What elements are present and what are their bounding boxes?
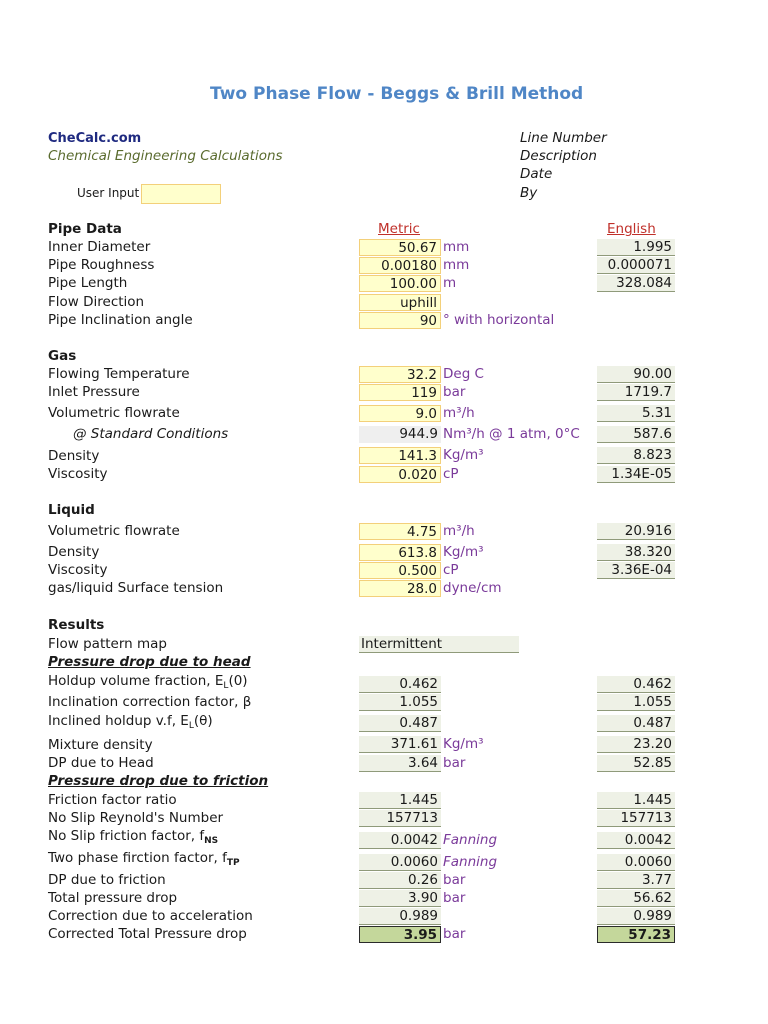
corrected-dp-unit: bar <box>443 926 466 942</box>
liq-density-unit: Kg/m³ <box>443 544 484 560</box>
pipe-roughness-input[interactable]: 0.00180 <box>359 257 441 274</box>
mix-density-english: 23.20 <box>597 736 675 753</box>
gas-pressure-english: 1719.7 <box>597 384 675 401</box>
section-dp-friction: Pressure drop due to friction <box>48 773 269 789</box>
gas-std-label: @ Standard Conditions <box>73 426 229 442</box>
inclination-unit: ° with horizontal <box>443 312 555 328</box>
tp-friction-label: Two phase firction factor, $f_{TP}$ <box>48 850 240 868</box>
liq-viscosity-label: Viscosity <box>48 562 108 578</box>
gas-viscosity-label: Viscosity <box>48 466 108 482</box>
mix-density-metric: 371.61 <box>359 736 441 753</box>
gas-flow-label: Volumetric flowrate <box>48 405 180 421</box>
reynolds-label: No Slip Reynold's Number <box>48 810 224 826</box>
incl-holdup-metric: 0.487 <box>359 715 441 732</box>
mix-density-unit: Kg/m³ <box>443 736 484 752</box>
dp-head-unit: bar <box>443 755 466 771</box>
total-dp-english: 56.62 <box>597 890 675 907</box>
meta-by: By <box>520 185 538 201</box>
brand-logo[interactable]: CheCalc.com <box>48 131 142 146</box>
gas-std-unit: Nm³/h @ 1 atm, 0°C <box>443 426 580 442</box>
meta-description: Description <box>520 148 597 164</box>
meta-date: Date <box>520 166 553 182</box>
gas-density-unit: Kg/m³ <box>443 447 484 463</box>
inner-diameter-english: 1.995 <box>597 239 675 256</box>
dp-head-metric: 3.64 <box>359 755 441 772</box>
surface-tension-unit: dyne/cm <box>443 580 502 596</box>
incl-corr-label: Inclination correction factor, β <box>48 694 252 710</box>
pipe-length-unit: m <box>443 275 457 291</box>
gas-flow-english: 5.31 <box>597 405 675 422</box>
gas-flow-unit: m³/h <box>443 405 475 421</box>
inner-diameter-input[interactable]: 50.67 <box>359 239 441 256</box>
total-dp-metric: 3.90 <box>359 890 441 907</box>
accel-corr-english: 0.989 <box>597 908 675 925</box>
gas-temp-unit: Deg C <box>443 366 484 382</box>
gas-density-input[interactable]: 141.3 <box>359 447 441 464</box>
pipe-length-input[interactable]: 100.00 <box>359 275 441 292</box>
holdup-english: 0.462 <box>597 676 675 693</box>
ns-friction-english: 0.0042 <box>597 832 675 849</box>
inner-diameter-label: Inner Diameter <box>48 239 151 255</box>
gas-std-value: 944.9 <box>359 426 441 443</box>
inclination-label: Pipe Inclination angle <box>48 312 193 328</box>
liq-viscosity-input[interactable]: 0.500 <box>359 562 441 579</box>
flow-direction-label: Flow Direction <box>48 294 145 310</box>
inner-diameter-unit: mm <box>443 239 470 255</box>
gas-pressure-label: Inlet Pressure <box>48 384 140 400</box>
dp-friction-unit: bar <box>443 872 466 888</box>
corrected-dp-label: Corrected Total Pressure drop <box>48 926 247 942</box>
gas-viscosity-unit: cP <box>443 466 459 482</box>
ff-ratio-english: 1.445 <box>597 792 675 809</box>
total-dp-unit: bar <box>443 890 466 906</box>
section-gas: Gas <box>48 348 77 364</box>
holdup-metric: 0.462 <box>359 676 441 693</box>
tp-friction-metric: 0.0060 <box>359 854 441 871</box>
gas-density-label: Density <box>48 448 100 464</box>
incl-holdup-label: Inclined holdup v.f, $E_L(\theta)$ <box>48 713 213 731</box>
dp-friction-label: DP due to friction <box>48 872 166 888</box>
ns-friction-metric: 0.0042 <box>359 832 441 849</box>
user-input-legend-label: User Input <box>77 186 140 200</box>
inclination-input[interactable]: 90 <box>359 312 441 329</box>
accel-corr-label: Correction due to acceleration <box>48 908 253 924</box>
gas-pressure-input[interactable]: 119 <box>359 384 441 401</box>
gas-flow-input[interactable]: 9.0 <box>359 405 441 422</box>
gas-viscosity-english: 1.34E-05 <box>597 466 675 483</box>
section-pipe-data: Pipe Data <box>48 221 122 237</box>
liq-flow-english: 20.916 <box>597 523 675 540</box>
incl-corr-metric: 1.055 <box>359 694 441 711</box>
ff-ratio-metric: 1.445 <box>359 792 441 809</box>
flow-pattern-label: Flow pattern map <box>48 636 167 652</box>
liq-flow-input[interactable]: 4.75 <box>359 523 441 540</box>
liq-viscosity-english: 3.36E-04 <box>597 562 675 579</box>
pipe-length-label: Pipe Length <box>48 275 128 291</box>
flow-pattern-value: Intermittent <box>359 636 519 653</box>
liq-flow-label: Volumetric flowrate <box>48 523 180 539</box>
ff-ratio-label: Friction factor ratio <box>48 792 177 808</box>
liq-viscosity-unit: cP <box>443 562 459 578</box>
gas-viscosity-input[interactable]: 0.020 <box>359 466 441 483</box>
pipe-roughness-english: 0.000071 <box>597 257 675 274</box>
gas-temp-english: 90.00 <box>597 366 675 383</box>
mix-density-label: Mixture density <box>48 737 153 753</box>
tp-friction-unit: Fanning <box>443 854 498 870</box>
dp-head-label: DP due to Head <box>48 755 154 771</box>
surface-tension-input[interactable]: 28.0 <box>359 580 441 597</box>
incl-corr-english: 1.055 <box>597 694 675 711</box>
accel-corr-metric: 0.989 <box>359 908 441 925</box>
dp-friction-english: 3.77 <box>597 872 675 889</box>
page-title: Two Phase Flow - Beggs & Brill Method <box>210 84 584 104</box>
liq-density-input[interactable]: 613.8 <box>359 544 441 561</box>
gas-temp-input[interactable]: 32.2 <box>359 366 441 383</box>
meta-line-number: Line Number <box>520 130 607 146</box>
pipe-roughness-unit: mm <box>443 257 470 273</box>
section-dp-head: Pressure drop due to head <box>48 654 251 670</box>
corrected-dp-english: 57.23 <box>597 926 675 943</box>
gas-std-english: 587.6 <box>597 426 675 443</box>
liq-flow-unit: m³/h <box>443 523 475 539</box>
incl-holdup-english: 0.487 <box>597 715 675 732</box>
pipe-roughness-label: Pipe Roughness <box>48 257 155 273</box>
user-input-legend-swatch <box>141 184 221 204</box>
corrected-dp-metric: 3.95 <box>359 926 441 943</box>
dp-head-english: 52.85 <box>597 755 675 772</box>
gas-pressure-unit: bar <box>443 384 466 400</box>
pipe-length-english: 328.084 <box>597 275 675 292</box>
total-dp-label: Total pressure drop <box>48 890 178 906</box>
flow-direction-input[interactable]: uphill <box>359 294 441 311</box>
section-results: Results <box>48 617 105 633</box>
column-metric: Metric <box>378 221 420 237</box>
liq-density-label: Density <box>48 544 100 560</box>
gas-density-english: 8.823 <box>597 447 675 464</box>
tp-friction-english: 0.0060 <box>597 854 675 871</box>
reynolds-english: 157713 <box>597 810 675 827</box>
ns-friction-label: No Slip friction factor, $f_{NS}$ <box>48 828 219 846</box>
section-liquid: Liquid <box>48 502 95 518</box>
ns-friction-unit: Fanning <box>443 832 498 848</box>
gas-temp-label: Flowing Temperature <box>48 366 190 382</box>
column-english: English <box>607 221 656 237</box>
liq-density-english: 38.320 <box>597 544 675 561</box>
reynolds-metric: 157713 <box>359 810 441 827</box>
dp-friction-metric: 0.26 <box>359 872 441 889</box>
holdup-label: Holdup volume fraction, $E_L(0)$ <box>48 673 248 691</box>
tagline: Chemical Engineering Calculations <box>48 148 283 164</box>
surface-tension-label: gas/liquid Surface tension <box>48 580 224 596</box>
